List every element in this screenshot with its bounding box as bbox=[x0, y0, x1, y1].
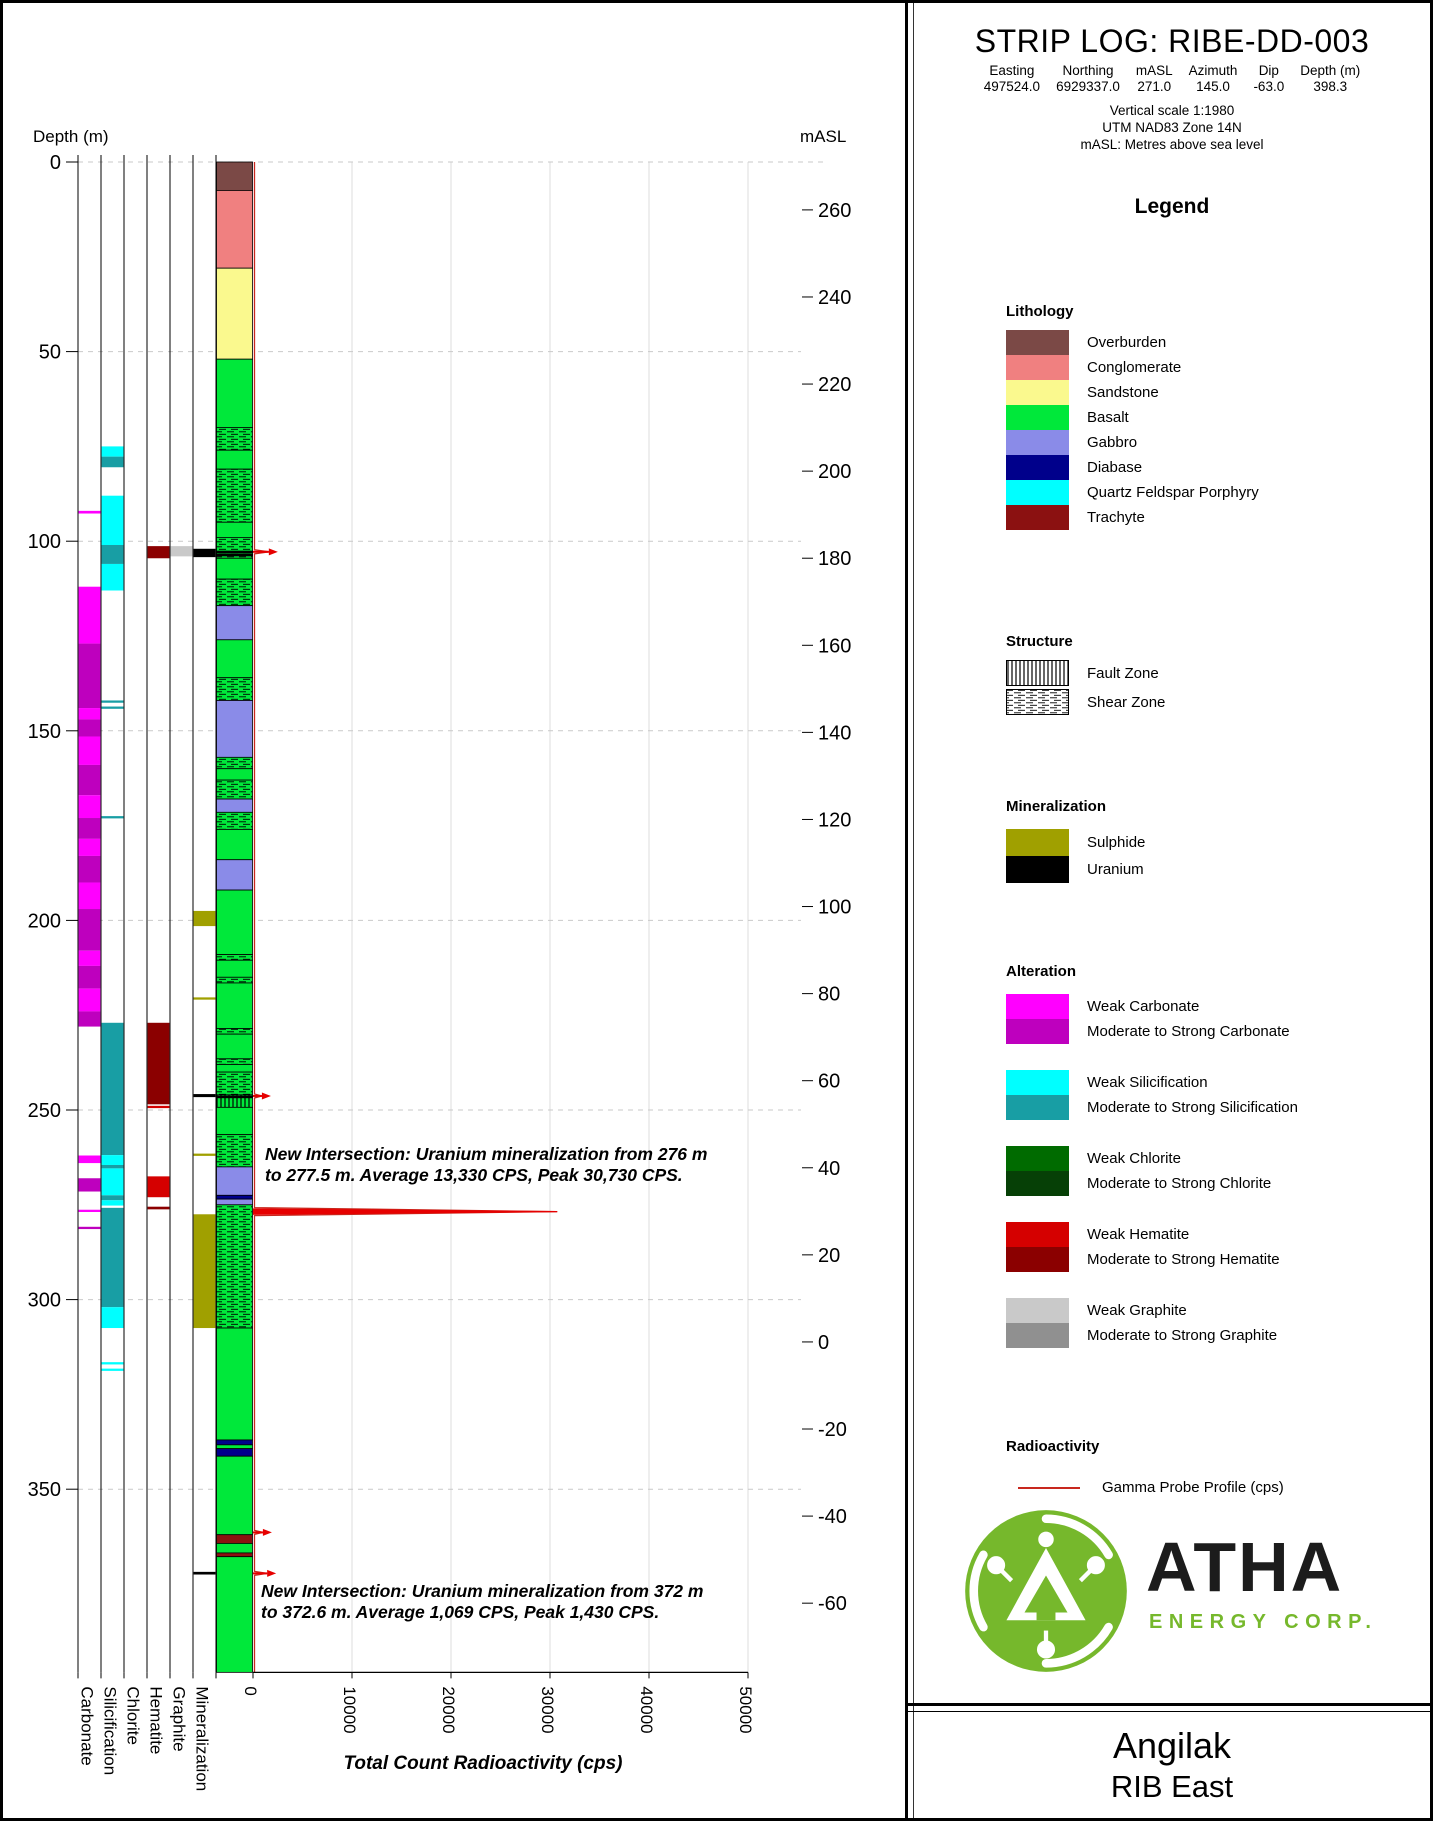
alteration-section-title: Alteration bbox=[1006, 963, 1077, 980]
legend-row bbox=[1006, 355, 1433, 380]
legend-color-swatch bbox=[1006, 380, 1069, 405]
track-interval-hematite bbox=[148, 1176, 170, 1197]
legend-color-swatch bbox=[1006, 1095, 1069, 1120]
collar-field-value: 6929337.0 bbox=[1056, 79, 1120, 94]
shear-zone-overlay bbox=[217, 780, 253, 799]
lithology-unit-basalt bbox=[217, 1543, 253, 1552]
masl-tick-label: 140 bbox=[818, 722, 852, 745]
masl-tick-label: 0 bbox=[818, 1331, 830, 1354]
lithology-unit-diabase bbox=[217, 1440, 253, 1445]
depth-tick-label: 350 bbox=[27, 1479, 61, 1502]
masl-tick-label: 100 bbox=[818, 896, 852, 919]
legend-color-swatch bbox=[1006, 355, 1069, 380]
track-interval-silicification bbox=[102, 457, 124, 468]
shear-zone-overlay bbox=[217, 469, 253, 522]
track-interval-mineralization bbox=[194, 549, 216, 557]
track-interval-silicification bbox=[102, 564, 124, 591]
gamma-line-swatch bbox=[1018, 1487, 1080, 1489]
legend-label: Weak Graphite bbox=[1087, 1302, 1187, 1319]
legend-label: Moderate to Strong Hematite bbox=[1087, 1251, 1280, 1268]
shear-zone-overlay bbox=[217, 1135, 253, 1167]
track-interval-silicification bbox=[102, 700, 124, 702]
lithology-unit-basalt bbox=[217, 450, 253, 469]
legend-row bbox=[1006, 660, 1433, 686]
shear-zone-overlay bbox=[217, 678, 253, 701]
cps-tick-label: 0 bbox=[241, 1686, 260, 1696]
track-interval-carbonate bbox=[79, 644, 101, 708]
lithology-unit-gabbro bbox=[217, 1199, 253, 1205]
track-interval-silicification bbox=[102, 1168, 124, 1195]
collar-field-value: 271.0 bbox=[1137, 79, 1172, 94]
track-interval-carbonate bbox=[79, 587, 101, 644]
track-interval-carbonate bbox=[79, 882, 101, 909]
legend-row bbox=[1006, 455, 1433, 480]
gamma-line-label: Gamma Probe Profile (cps) bbox=[1102, 1479, 1284, 1496]
track-interval-carbonate bbox=[79, 708, 101, 719]
track-interval-mineralization bbox=[194, 911, 216, 926]
legend-color-swatch bbox=[1006, 330, 1069, 355]
track-interval-carbonate bbox=[79, 765, 101, 795]
legend-label: Moderate to Strong Chlorite bbox=[1087, 1175, 1272, 1192]
legend-color-swatch bbox=[1006, 1171, 1069, 1196]
shear-zone-overlay bbox=[217, 1028, 253, 1034]
project-name: Angilak bbox=[1112, 1725, 1232, 1766]
track-interval-silicification bbox=[102, 1195, 124, 1200]
lithology-unit-conglomerate bbox=[217, 190, 253, 268]
track-interval-mineralization bbox=[194, 997, 216, 999]
track-label-silicification: Silicification bbox=[100, 1686, 120, 1776]
collar-field bbox=[984, 63, 1040, 95]
track-interval-carbonate bbox=[79, 989, 101, 1012]
legend-row bbox=[1006, 330, 1433, 355]
legend-alteration-group bbox=[1006, 1222, 1433, 1272]
legend-color-swatch bbox=[1006, 829, 1069, 856]
legend-color-swatch bbox=[1006, 430, 1069, 455]
legend-color-swatch bbox=[1006, 1323, 1069, 1348]
collar-field bbox=[1189, 63, 1238, 95]
collar-field bbox=[1300, 63, 1360, 95]
collar-field-value: 497524.0 bbox=[983, 79, 1041, 94]
legend-color-swatch bbox=[1006, 1222, 1069, 1247]
legend-label: Fault Zone bbox=[1087, 664, 1159, 682]
lithology-unit-basalt bbox=[217, 1456, 253, 1534]
masl-tick-label: 120 bbox=[818, 809, 852, 832]
masl-tick-label: 220 bbox=[818, 374, 852, 397]
masl-tick-label: 40 bbox=[818, 1157, 841, 1180]
legend-label: Weak Chlorite bbox=[1087, 1150, 1181, 1167]
legend-label: Conglomerate bbox=[1087, 359, 1182, 376]
masl-tick-label: -20 bbox=[818, 1419, 847, 1442]
legend-label: Quartz Feldspar Porphyry bbox=[1087, 484, 1259, 501]
legend-color-swatch bbox=[1006, 1298, 1069, 1323]
lithology-section-title: Lithology bbox=[1006, 303, 1074, 320]
cps-tick-label: 10000 bbox=[340, 1686, 359, 1734]
utm-note: UTM NAD83 Zone 14N bbox=[1102, 120, 1242, 135]
lithology-unit-sandstone bbox=[217, 268, 253, 359]
annotation-line: to 372.6 m. Average 1,069 CPS, Peak 1,430 CPS. bbox=[261, 1602, 660, 1623]
track-interval-silicification bbox=[102, 707, 124, 709]
track-interval-carbonate bbox=[79, 909, 101, 951]
depth-tick-label: 100 bbox=[27, 531, 61, 554]
legend-section-alteration bbox=[908, 963, 1433, 1374]
track-interval-carbonate bbox=[79, 511, 101, 514]
collar-fields bbox=[908, 63, 1433, 95]
track-label-mineralization: Mineralization bbox=[192, 1686, 212, 1792]
legend-label: Shear Zone bbox=[1087, 693, 1166, 711]
shear-zone-overlay bbox=[217, 955, 253, 961]
legend-pattern-swatch bbox=[1006, 689, 1069, 715]
annotation-intersection-276m bbox=[265, 1144, 707, 1187]
radioactivity-section-title: Radioactivity bbox=[1006, 1438, 1100, 1455]
cps-tick-label: 20000 bbox=[439, 1686, 458, 1734]
collar-field-value: -63.0 bbox=[1253, 79, 1285, 94]
lithology-unit-gabbro bbox=[217, 860, 253, 890]
lithology-unit-basalt bbox=[217, 522, 253, 537]
track-interval-silicification bbox=[102, 816, 124, 818]
track-interval-silicification bbox=[102, 1200, 124, 1205]
atha-logo-icon bbox=[960, 1505, 1132, 1677]
masl-tick-label: -60 bbox=[818, 1593, 847, 1616]
legend-label: Moderate to Strong Silicification bbox=[1087, 1099, 1298, 1116]
track-interval-silicification bbox=[102, 1208, 124, 1307]
track-interval-silicification bbox=[102, 1165, 124, 1168]
track-interval-carbonate bbox=[79, 1227, 101, 1229]
depth-tick-label: 0 bbox=[49, 152, 61, 174]
shear-zone-overlay bbox=[217, 427, 253, 450]
uranium-mark bbox=[216, 554, 253, 557]
shear-zone-overlay bbox=[217, 757, 253, 768]
track-interval-carbonate bbox=[79, 795, 101, 818]
track-interval-silicification bbox=[102, 1307, 124, 1328]
lithology-unit-basalt bbox=[217, 558, 253, 579]
masl-tick-label: 160 bbox=[818, 635, 852, 658]
track-interval-mineralization bbox=[194, 1094, 216, 1097]
collar-field-label: Easting bbox=[989, 63, 1035, 78]
legend-label: Overburden bbox=[1087, 334, 1167, 351]
track-interval-hematite bbox=[148, 546, 170, 558]
cps-tick-label: 40000 bbox=[637, 1686, 656, 1734]
masl-tick-label: 240 bbox=[818, 286, 852, 309]
masl-tick-label: 180 bbox=[818, 548, 852, 571]
track-label-hematite: Hematite bbox=[146, 1686, 166, 1755]
collar-field-label: Dip bbox=[1258, 63, 1279, 78]
track-interval-mineralization bbox=[194, 1572, 216, 1575]
legend-label: Sandstone bbox=[1087, 384, 1159, 401]
legend-color-swatch bbox=[1006, 455, 1069, 480]
lithology-unit-basalt bbox=[217, 960, 253, 977]
legend-alteration-group bbox=[1006, 994, 1433, 1044]
lithology-unit-trachyte bbox=[217, 1535, 253, 1544]
track-interval-carbonate bbox=[79, 719, 101, 736]
footer-divider-inner bbox=[908, 1711, 1433, 1712]
lithology-unit-gabbro bbox=[217, 1167, 253, 1195]
legend-pattern-swatch bbox=[1006, 660, 1069, 686]
track-interval-carbonate bbox=[79, 966, 101, 989]
legend-alteration-group bbox=[1006, 1298, 1433, 1348]
gamma-spike-arrow bbox=[263, 1529, 272, 1536]
lithology-unit-trachyte bbox=[217, 1553, 253, 1557]
legend-row bbox=[1006, 505, 1433, 530]
track-interval-silicification bbox=[102, 1155, 124, 1165]
track-interval-mineralization bbox=[194, 1214, 216, 1328]
lithology-unit-diabase bbox=[217, 1449, 253, 1457]
track-interval-carbonate bbox=[79, 1178, 101, 1191]
legend-section-radioactivity bbox=[908, 1438, 1433, 1496]
track-interval-hematite bbox=[148, 1023, 170, 1105]
track-interval-carbonate bbox=[79, 1210, 101, 1212]
masl-tick-label: -40 bbox=[818, 1506, 847, 1529]
gamma-spike-arrow bbox=[262, 1092, 271, 1099]
lithology-unit-basalt bbox=[217, 1328, 253, 1440]
depth-axis-label: Depth (m) bbox=[33, 127, 109, 146]
legend-color-swatch bbox=[1006, 405, 1069, 430]
legend-alteration-group bbox=[1006, 1070, 1433, 1120]
track-interval-hematite bbox=[148, 1207, 170, 1210]
track-interval-silicification bbox=[102, 1023, 124, 1155]
legend-color-swatch bbox=[1006, 856, 1069, 883]
collar-field bbox=[1136, 63, 1173, 95]
legend-label: Moderate to Strong Carbonate bbox=[1087, 1023, 1290, 1040]
collar-field-value: 145.0 bbox=[1196, 79, 1230, 94]
legend-section-structure bbox=[908, 633, 1433, 718]
collar-field-label: Depth (m) bbox=[1300, 63, 1361, 78]
track-interval-carbonate bbox=[79, 1156, 101, 1164]
depth-tick-label: 150 bbox=[27, 720, 61, 743]
lithology-unit-basalt bbox=[217, 1557, 253, 1673]
annotation-line: New Intersection: Uranium mineralization from 276 m bbox=[265, 1144, 708, 1164]
shear-zone-overlay bbox=[217, 1059, 253, 1065]
legend-row bbox=[1006, 405, 1433, 430]
shear-zone-overlay bbox=[217, 1205, 253, 1328]
lithology-unit-basalt bbox=[217, 1445, 253, 1449]
logo-subtitle: ENERGY CORP. bbox=[1149, 1611, 1378, 1633]
gamma-profile-line bbox=[255, 162, 558, 1672]
track-interval-carbonate bbox=[79, 1011, 101, 1026]
gamma-spike-arrow bbox=[269, 548, 278, 555]
legend-label: Trachyte bbox=[1087, 509, 1145, 526]
annotation-line: New Intersection: Uranium mineralization from 372 m bbox=[261, 1581, 704, 1601]
map-notes bbox=[908, 102, 1433, 153]
page-title: STRIP LOG: RIBE-DD-003 bbox=[974, 23, 1370, 59]
legend-color-swatch bbox=[1006, 1019, 1069, 1044]
collar-field-value: 398.3 bbox=[1313, 79, 1348, 94]
track-interval-silicification bbox=[102, 1369, 124, 1371]
legend-label: Gabbro bbox=[1087, 434, 1138, 451]
legend-row bbox=[1006, 689, 1433, 715]
track-interval-silicification bbox=[102, 1362, 124, 1364]
uranium-mark bbox=[216, 551, 253, 554]
uranium-mark bbox=[216, 1096, 253, 1099]
legend-label: Weak Carbonate bbox=[1087, 998, 1200, 1015]
legend-row bbox=[1006, 856, 1433, 883]
area-name: RIB East bbox=[1110, 1769, 1234, 1804]
shear-zone-overlay bbox=[217, 812, 253, 829]
legend-color-swatch bbox=[1006, 1146, 1069, 1171]
masl-note: mASL: Metres above sea level bbox=[1080, 137, 1264, 152]
track-label-graphite: Graphite bbox=[169, 1686, 189, 1752]
track-interval-carbonate bbox=[79, 856, 101, 883]
track-interval-hematite bbox=[148, 1106, 170, 1108]
legend-title: Legend bbox=[1134, 195, 1210, 218]
legend-alteration-group bbox=[1006, 1146, 1433, 1196]
legend-label: Weak Silicification bbox=[1087, 1074, 1208, 1091]
legend-row bbox=[1006, 380, 1433, 405]
lithology-unit-gabbro bbox=[217, 799, 253, 812]
legend-label: Uranium bbox=[1087, 861, 1144, 878]
track-interval-carbonate bbox=[79, 839, 101, 856]
footer-divider bbox=[908, 1703, 1433, 1706]
depth-tick-label: 300 bbox=[27, 1289, 61, 1312]
legend-section-lithology bbox=[908, 303, 1433, 530]
lithology-unit-diabase bbox=[217, 1195, 253, 1199]
legend-label: Moderate to Strong Graphite bbox=[1087, 1327, 1278, 1344]
track-label-carbonate: Carbonate bbox=[77, 1686, 97, 1766]
depth-tick-label: 250 bbox=[27, 1100, 61, 1122]
track-interval-carbonate bbox=[79, 951, 101, 966]
scale-note: Vertical scale 1:1980 bbox=[1109, 103, 1235, 118]
gamma-axis-title: Total Count Radioactivity (cps) bbox=[343, 1753, 623, 1774]
lithology-unit-basalt bbox=[217, 1107, 253, 1134]
masl-tick-label: 80 bbox=[818, 983, 841, 1006]
legend-label: Weak Hematite bbox=[1087, 1226, 1190, 1243]
collar-field-label: Northing bbox=[1062, 63, 1114, 78]
annotation-line: to 277.5 m. Average 13,330 CPS, Peak 30,730 CPS. bbox=[265, 1165, 683, 1186]
logo-wordmark: ATHA bbox=[1146, 1528, 1344, 1606]
annotation-intersection-372m bbox=[261, 1581, 703, 1624]
lithology-unit-basalt bbox=[217, 890, 253, 954]
shear-zone-overlay bbox=[217, 579, 253, 606]
lithology-unit-basalt bbox=[217, 1064, 253, 1072]
legend-section-mineralization bbox=[908, 798, 1433, 883]
lithology-unit-basalt bbox=[217, 769, 253, 780]
legend-color-swatch bbox=[1006, 505, 1069, 530]
track-interval-carbonate bbox=[79, 818, 101, 839]
lithology-unit-gabbro bbox=[217, 606, 253, 640]
legend-row bbox=[1006, 829, 1433, 856]
lithology-unit-gabbro bbox=[217, 700, 253, 757]
info-panel bbox=[905, 3, 1433, 1818]
lithology-unit-overburden bbox=[217, 162, 253, 190]
gamma-spike-arrow bbox=[267, 1570, 276, 1577]
collar-field bbox=[1056, 63, 1120, 95]
masl-tick-label: 260 bbox=[818, 199, 852, 222]
lithology-unit-basalt bbox=[217, 640, 253, 678]
cps-tick-label: 30000 bbox=[538, 1686, 557, 1734]
legend-label: Basalt bbox=[1087, 409, 1129, 426]
lithology-unit-basalt bbox=[217, 983, 253, 1029]
track-interval-silicification bbox=[102, 446, 124, 456]
masl-axis-label: mASL bbox=[800, 127, 847, 146]
collar-field-label: mASL bbox=[1135, 63, 1173, 78]
track-interval-mineralization bbox=[194, 1154, 216, 1156]
track-interval-silicification bbox=[102, 545, 124, 564]
lithology-unit-basalt bbox=[217, 1034, 253, 1059]
legend-color-swatch bbox=[1006, 994, 1069, 1019]
track-interval-graphite bbox=[171, 546, 193, 556]
legend-row bbox=[1006, 480, 1433, 505]
depth-tick-label: 50 bbox=[38, 341, 61, 364]
company-logo bbox=[908, 1499, 1433, 1699]
depth-tick-label: 200 bbox=[27, 910, 61, 933]
masl-tick-label: 200 bbox=[818, 461, 852, 484]
legend-row bbox=[1006, 430, 1433, 455]
collar-field-label: Azimuth bbox=[1188, 63, 1238, 78]
track-interval-carbonate bbox=[79, 736, 101, 764]
structure-section-title: Structure bbox=[1006, 633, 1073, 650]
cps-tick-label: 50000 bbox=[736, 1686, 755, 1734]
mineralization-section-title: Mineralization bbox=[1006, 798, 1107, 815]
legend-color-swatch bbox=[1006, 1247, 1069, 1272]
lithology-unit-basalt bbox=[217, 829, 253, 859]
shear-zone-overlay bbox=[217, 1072, 253, 1095]
shear-zone-overlay bbox=[217, 977, 253, 983]
track-interval-silicification bbox=[102, 496, 124, 545]
legend-color-swatch bbox=[1006, 480, 1069, 505]
masl-tick-label: 60 bbox=[818, 1070, 841, 1093]
masl-tick-label: 20 bbox=[818, 1244, 841, 1267]
lithology-unit-basalt bbox=[217, 359, 253, 427]
track-label-chlorite: Chlorite bbox=[123, 1686, 143, 1745]
legend-color-swatch bbox=[1006, 1070, 1069, 1095]
collar-field bbox=[1253, 63, 1284, 95]
legend-label: Diabase bbox=[1087, 459, 1143, 476]
legend-label: Sulphide bbox=[1087, 834, 1146, 851]
